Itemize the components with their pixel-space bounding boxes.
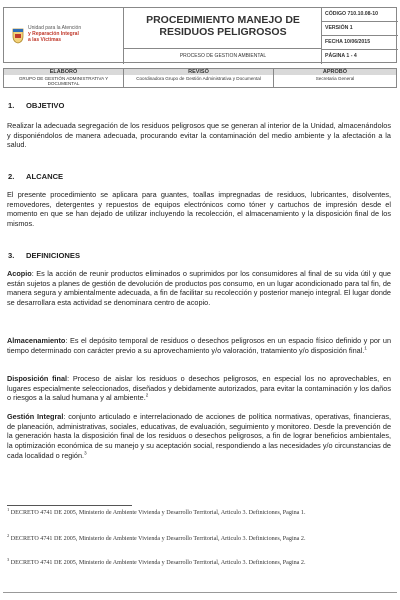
definition-text: : Es la acción de reunir productos eliminados o suprimidos por los consumidores al final de su vida útil y que están sujetos a planes de gestión de devolución de productos pos consumo, en un lugar acondicionado para tal fin, de manera segura y ambientalmente adecuada, a fin de facilitar su recolección y posterior manejo integral. El lugar donde se desarrollara esta actividad se denominara centro de acopio.: [7, 269, 391, 308]
definition-gestion-integral: [7, 412, 391, 461]
logo-cell: [4, 8, 124, 64]
footnote-ref[interactable]: 2: [145, 392, 149, 398]
footnote-2: [7, 532, 391, 543]
section-number: 1.: [8, 101, 15, 110]
definition-disposicion-final: [7, 374, 391, 403]
definition-text: : conjunto articulado e interrelacionado de acciones de política normativas, operativas, financieras, de planeación, administrativas, sociales, educativas, de evaluación, seguimiento y monitoreo. Desde la prevención de la generación hasta la disposición final de los residuos o desechos peligrosos, a fin de lograr beneficios ambientales, la optimización económica de su manejo y su aceptación social, respondiendo a las necesidades y/o circunstancias de cada localidad o región.: [7, 412, 391, 460]
elaboro-label: ELABORÓ: [4, 69, 123, 75]
definition-almacenamiento: [7, 336, 391, 355]
elaboro-value: GRUPO DE GESTIÓN ADMINISTRATIVA Y DOCUMENTAL: [18, 75, 109, 86]
page-number: PÁGINA 1 - 4: [325, 53, 357, 59]
coat-of-arms-icon: [11, 26, 25, 44]
footnote-text: DECRETO 4741 DE 2005, Ministerio de Ambiente Vivienda y Desarrollo Territorial, Articulo 3. Definiciones, Pagina 2.: [9, 536, 306, 542]
document-version: VERSIÓN 1: [322, 22, 398, 36]
document-title: PROCEDIMIENTO MANEJO DE RESIDUOS PELIGROSOS: [146, 14, 300, 38]
section-objetivo-text: Realizar la adecuada segregación de los residuos peligrosos que se generan al interior de la Unidad, almacenándolos y disponiéndolos de manera adecuada, procurando evitar la contaminación del medio ambiente y la afectación a la salud.: [7, 121, 391, 150]
footnote-mark: 1: [7, 506, 10, 512]
reviso-label: REVISÓ: [124, 69, 273, 75]
definition-term: Acopio: [7, 269, 32, 278]
definition-term: Disposición final: [7, 374, 68, 383]
aprobo-label: APROBÓ: [274, 69, 396, 75]
section-title: OBJETIVO: [26, 101, 65, 110]
definition-term: Gestión Integral: [7, 412, 64, 421]
reviso-value: Coordinadora Grupo de Gestión Administrativa y Documental: [136, 75, 261, 81]
document-metadata: [322, 8, 398, 64]
page-bottom-rule: [3, 592, 397, 593]
footnote-1: [7, 506, 391, 517]
document-date: FECHA 10/06/2015: [322, 36, 398, 50]
aprobo-cell: [274, 69, 396, 87]
elaboro-cell: [4, 69, 124, 87]
document-header: [3, 7, 397, 63]
footnote-mark: 3: [7, 556, 10, 562]
logo-text: [28, 25, 122, 43]
section-alcance-text: El presente procedimiento se aplicara para guantes, toallas impregnadas de residuos, lubricantes, disolventes, removedores, detergentes y repuestos de equipos electrónicos como tóner y cartuchos de impresión desde el momento en que se han dejado de utilizar incluyendo la recolección, el almacenamiento y la disposición final de los mismos.: [7, 190, 391, 229]
approvals-table: [3, 68, 397, 88]
section-objetivo-heading: [8, 101, 64, 110]
section-definiciones-heading: [8, 251, 80, 260]
aprobo-value: Secretaria General: [315, 75, 355, 81]
definition-text: : Proceso de aislar los residuos o desechos peligrosos, en especial los no aprovechables, en lugares especialmente seleccionados, diseñados y debidamente autorizados, para evitar la contaminación y los daños o riesgos a la salud humana y al ambiente.: [7, 374, 391, 403]
section-title: ALCANCE: [26, 172, 64, 181]
footnote-ref[interactable]: 3: [84, 450, 87, 456]
footnote-3: [7, 556, 391, 567]
title-cell: [124, 8, 322, 64]
section-alcance-heading: [8, 172, 63, 181]
section-title: DEFINICIONES: [26, 251, 81, 260]
section-number: 3.: [8, 251, 15, 260]
footnote-separator: [7, 505, 132, 506]
footnote-text: DECRETO 4741 DE 2005, Ministerio de Ambiente Vivienda y Desarrollo Territorial, Articulo 3. Definiciones, Pagina 1.: [9, 510, 306, 516]
definition-text: : Es el depósito temporal de residuos o desechos peligrosos en un espacio físico definido y por un tiempo determinado con carácter previo a su aprovechamiento y/o valoración, tratamiento y/o disposición final.: [7, 336, 391, 355]
document-code: CÓDIGO 710.10.08-10: [322, 8, 398, 22]
process-name: PROCESO DE GESTION AMBIENTAL: [179, 53, 267, 59]
title-divider: [124, 48, 322, 49]
footnote-ref[interactable]: 1: [364, 345, 367, 351]
logo-line-1: Unidad para la Atención: [28, 25, 82, 31]
logo-line-2: y Reparación Integral: [28, 31, 79, 37]
footnote-mark: 2: [7, 532, 10, 538]
logo-line-3: a las Víctimas: [28, 37, 62, 43]
definition-acopio: [7, 269, 391, 308]
footnote-text: DECRETO 4741 DE 2005, Ministerio de Ambiente Vivienda y Desarrollo Territorial, Articulo 3. Definiciones, Pagina 2.: [9, 560, 306, 566]
reviso-cell: [124, 69, 274, 87]
section-number: 2.: [8, 172, 15, 181]
definition-term: Almacenamiento: [7, 336, 66, 345]
